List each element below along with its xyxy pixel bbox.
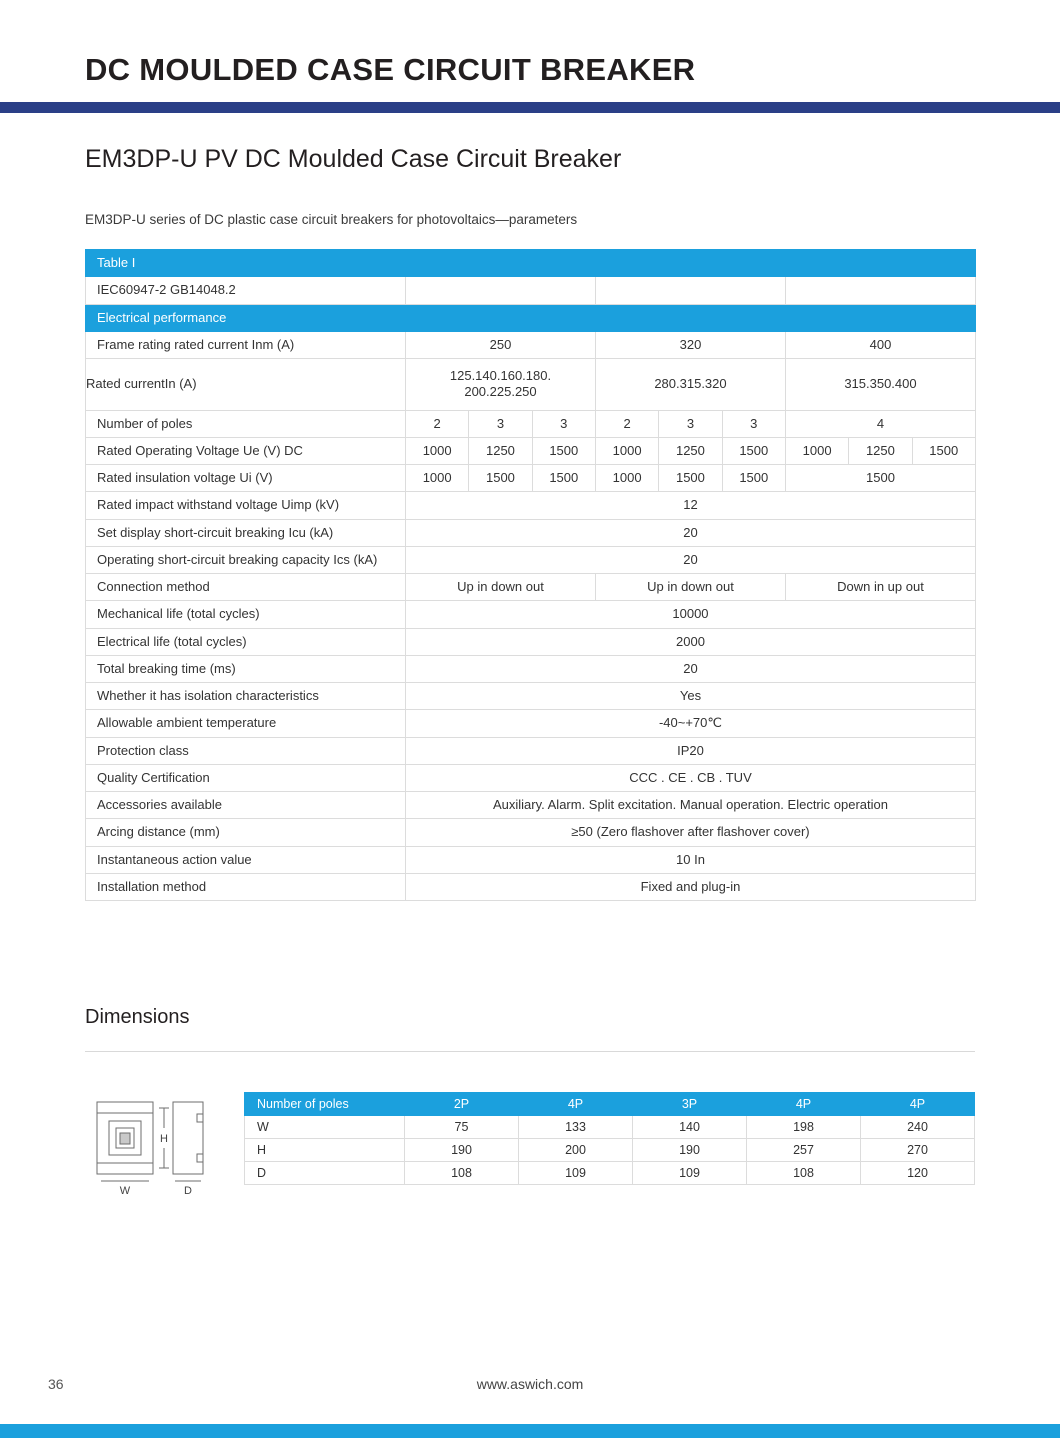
cell-value: 1500 [659,465,722,492]
dimensions-section [85,1092,975,1201]
row-label: D [245,1162,405,1185]
cell-value: Yes [406,683,976,710]
cell-value: 270 [861,1139,975,1162]
row-label: Installation method [86,873,406,900]
standard-cell-3 [785,277,975,304]
cell-value: 1000 [406,437,469,464]
table-row [86,437,976,464]
breaker-dimension-drawing [85,1092,244,1201]
cell-value: 257 [747,1139,861,1162]
row-label: Allowable ambient temperature [86,710,406,737]
cell-value: 1000 [785,437,848,464]
cell-value: 12 [406,492,976,519]
cell-value: 10 In [406,846,976,873]
table-row [86,873,976,900]
rated-current-line2: 200.225.250 [464,384,537,400]
cell-value: 140 [633,1116,747,1139]
table-row [86,601,976,628]
cell-value: ≥50 (Zero flashover after flashover cover) [406,819,976,846]
table-row [86,465,976,492]
cell-value: 1000 [406,465,469,492]
page-title: DC MOULDED CASE CIRCUIT BREAKER [85,52,696,87]
row-label: Arcing distance (mm) [86,819,406,846]
table-row [86,359,976,411]
cell-value: 1500 [469,465,532,492]
dimensions-divider [85,1051,975,1052]
cell-value: 198 [747,1116,861,1139]
dimensions-header-cell: 3P [633,1093,747,1116]
table-row [86,546,976,573]
product-intro-text: EM3DP-U series of DC plastic case circuit breakers for photovoltaics—parameters [85,212,578,227]
table-row [86,846,976,873]
cell-value: 200 [519,1139,633,1162]
dimensions-header-cell: 4P [747,1093,861,1116]
dimensions-heading: Dimensions [85,1006,190,1028]
row-label: Connection method [86,574,406,601]
cell-value: 3 [722,410,785,437]
row-label: Mechanical life (total cycles) [86,601,406,628]
cell-value: 1500 [785,465,975,492]
row-label: Total breaking time (ms) [86,655,406,682]
table-row [245,1116,975,1139]
dimensions-table [244,1092,975,1185]
table-row [86,819,976,846]
cell-value: Down in up out [785,574,975,601]
row-label: Quality Certification [86,764,406,791]
cell-value [406,359,596,411]
cell-value: 1250 [469,437,532,464]
cell-value: 1000 [595,437,658,464]
table-row-standard [86,277,976,304]
cell-value: 400 [785,331,975,358]
dimensions-header-cell: 2P [405,1093,519,1116]
cell-value: 1250 [849,437,912,464]
dimension-label-d: D [184,1185,192,1196]
page-number: 36 [48,1376,64,1392]
table-row [86,410,976,437]
table-row [86,574,976,601]
cell-value: CCC . CE . CB . TUV [406,764,976,791]
cell-value: Fixed and plug-in [406,873,976,900]
row-label: Rated currentIn (A) [86,359,406,411]
row-label: Rated Operating Voltage Ue (V) DC [86,437,406,464]
row-label: Set display short-circuit breaking Icu (kA) [86,519,406,546]
cell-value: 2 [595,410,658,437]
cell-value: 240 [861,1116,975,1139]
dimensions-header-row [245,1093,975,1116]
cell-value: 1500 [532,465,595,492]
cell-value: 1500 [912,437,975,464]
cell-value: 20 [406,519,976,546]
dimensions-header-label: Number of poles [245,1093,405,1116]
cell-value: 75 [405,1116,519,1139]
cell-value: 1000 [595,465,658,492]
cell-value: Up in down out [595,574,785,601]
cell-value: 250 [406,331,596,358]
row-label: Number of poles [86,410,406,437]
cell-value: 2000 [406,628,976,655]
footer-website-url: www.aswich.com [476,1376,584,1392]
footer-accent-bar [0,1424,1060,1438]
row-label: Rated impact withstand voltage Uimp (kV) [86,492,406,519]
breaker-outline-diagram [85,1096,215,1196]
standard-label: IEC60947-2 GB14048.2 [86,277,406,304]
cell-value: 133 [519,1116,633,1139]
dimensions-header-cell: 4P [519,1093,633,1116]
cell-value: 108 [405,1162,519,1185]
dimension-label-h: H [160,1133,168,1145]
row-label: Instantaneous action value [86,846,406,873]
rated-current-line1: 125.140.160.180. [449,368,552,383]
band-electrical-label: Electrical performance [86,304,976,331]
cell-value: 4 [785,410,975,437]
standard-cell-2 [595,277,785,304]
row-label: Frame rating rated current Inm (A) [86,331,406,358]
table-row [86,492,976,519]
table-band-electrical [86,304,976,331]
page-header [0,0,1060,88]
cell-value: 3 [532,410,595,437]
row-label: Protection class [86,737,406,764]
cell-value: Auxiliary. Alarm. Split excitation. Manual operation. Electric operation [406,792,976,819]
cell-value: 1250 [659,437,722,464]
table-row [86,764,976,791]
row-label: Operating short-circuit breaking capacity Ics (kA) [86,546,406,573]
cell-value: 280.315.320 [595,359,785,411]
row-label: W [245,1116,405,1139]
table-row [86,331,976,358]
cell-value: 190 [633,1139,747,1162]
cell-value: -40~+70℃ [406,710,976,737]
cell-value: 10000 [406,601,976,628]
cell-value: 108 [747,1162,861,1185]
main-content [0,145,1060,1201]
table-row [245,1162,975,1185]
table-row [86,792,976,819]
table-row [86,737,976,764]
cell-value: 120 [861,1162,975,1185]
cell-value: 109 [519,1162,633,1185]
specification-table [85,249,976,901]
standard-cell-1 [406,277,596,304]
cell-value: 2 [406,410,469,437]
header-navy-rule [0,102,1060,113]
table-row [86,683,976,710]
cell-value: 20 [406,546,976,573]
table-row [86,628,976,655]
cell-value: 109 [633,1162,747,1185]
cell-value: 20 [406,655,976,682]
cell-value: IP20 [406,737,976,764]
table-row [86,710,976,737]
dimension-label-w: W [119,1185,131,1196]
cell-value: 320 [595,331,785,358]
footer-content [0,1350,1060,1424]
dimensions-header-cell: 4P [861,1093,975,1116]
row-label: Rated insulation voltage Ui (V) [86,465,406,492]
cell-value: 315.350.400 [785,359,975,411]
cell-value: 1500 [722,465,785,492]
cell-value: 3 [469,410,532,437]
cell-value: 1500 [722,437,785,464]
row-label: Electrical life (total cycles) [86,628,406,655]
table-band-title [86,250,976,277]
product-title: EM3DP-U PV DC Moulded Case Circuit Breaker [85,145,622,173]
page-footer [0,1350,1060,1438]
cell-value: 3 [659,410,722,437]
cell-value: 1500 [532,437,595,464]
table-row [245,1139,975,1162]
cell-value: 190 [405,1139,519,1162]
row-label: Accessories available [86,792,406,819]
table-row [86,655,976,682]
row-label: H [245,1139,405,1162]
cell-value: Up in down out [406,574,596,601]
row-label: Whether it has isolation characteristics [86,683,406,710]
band-table-label: Table I [86,250,976,277]
table-row [86,519,976,546]
